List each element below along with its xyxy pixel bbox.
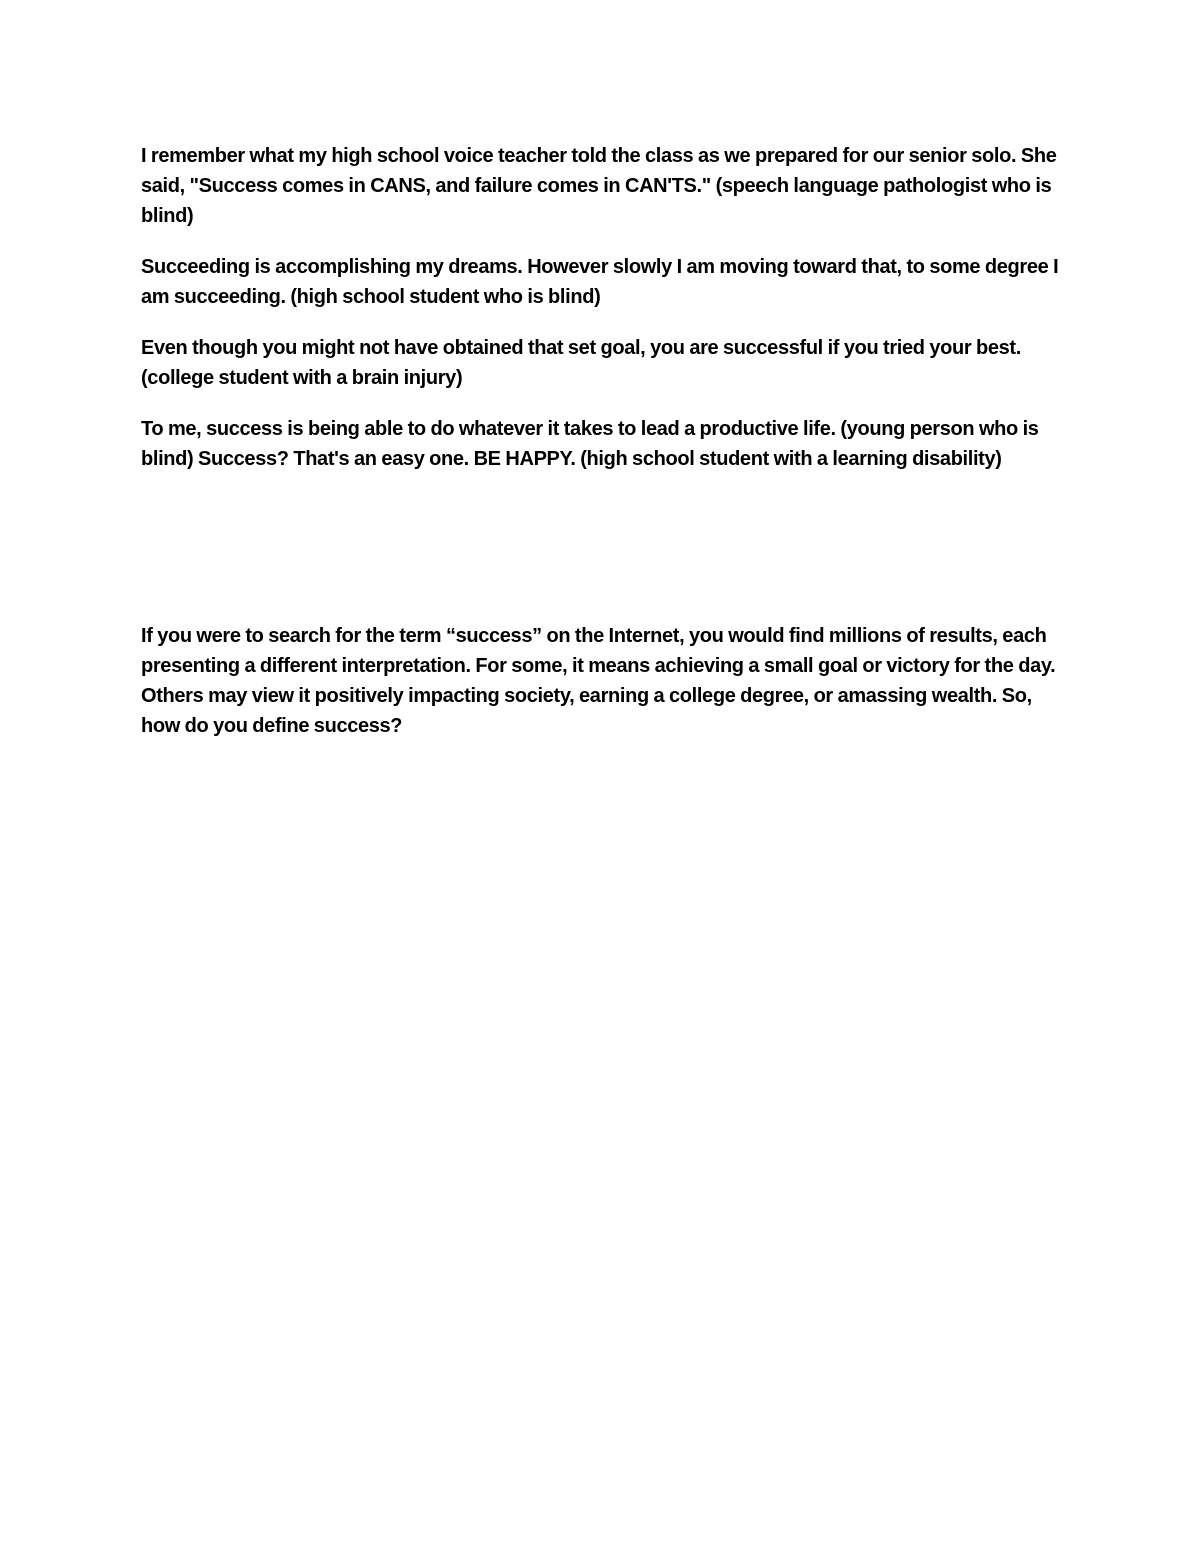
- intro-paragraph: If you were to search for the term “success” on the Internet, you would find millions of results, each presenting a different interpretation. For some, it means achieving a small goal or victory for the day. Others may view it positively impacting society, earning a college degree, or amassing wealth. So, how do you define success?: [141, 625, 1056, 737]
- quote-paragraph: Succeeding is accomplishing my dreams. However slowly I am moving toward that, to some degree I am succeeding. (high school student who is blind): [141, 256, 1059, 308]
- quote-paragraph: To me, success is being able to do whatever it takes to lead a productive life. (young person who is blind) Success? That's an easy one. BE HAPPY. (high school student with a learning disability): [141, 418, 1039, 470]
- quote-paragraph: Even though you might not have obtained that set goal, you are successful if you tried your best. (college student with a brain injury): [141, 337, 1021, 389]
- quote-paragraph: I remember what my high school voice teacher told the class as we prepared for our senior solo. She said, "Success comes in CANS, and failure comes in CAN'TS." (speech language pathologist who is blind): [141, 145, 1057, 227]
- intro-section: [141, 621, 1066, 762]
- quotes-section: [141, 141, 1066, 495]
